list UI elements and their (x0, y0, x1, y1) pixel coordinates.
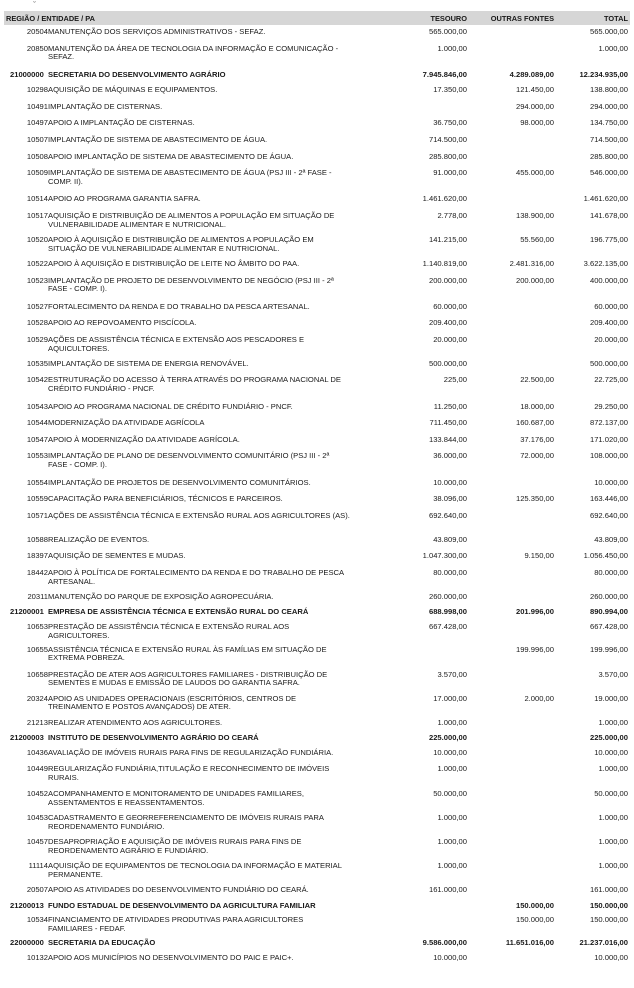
table-row (4, 671, 630, 695)
row-total: 10.000,00 (594, 953, 628, 963)
row-total: 260.000,00 (589, 592, 628, 602)
row-description: ASSISTÊNCIA TÉCNICA E EXTENSÃO RURAL ÀS FAMÍLIAS EM SITUAÇÃO DE EXTREMA POBREZA. (48, 644, 327, 663)
row-total: 10.000,00 (594, 477, 628, 487)
row-code: 10452 (26, 788, 48, 798)
row-total: 150.000,00 (589, 915, 628, 925)
table-row (4, 954, 630, 970)
table-row (4, 646, 630, 671)
row-tesouro: 43.809,00 (433, 534, 467, 544)
entity-row (4, 608, 630, 623)
row-tesouro: 1.000,00 (437, 860, 467, 870)
table-row (4, 916, 630, 939)
row-description: SECRETARIA DA EDUCAÇÃO (48, 937, 156, 947)
row-total: 141.678,00 (589, 210, 628, 220)
row-outras-fontes: 150.000,00 (515, 915, 554, 925)
table-row (4, 765, 630, 790)
row-description: APOIO À AQUISIÇÃO E DISTRIBUIÇÃO DE LEITE NO ÂMBITO DO PAA. (48, 258, 300, 268)
row-description: APOIO IMPLANTAÇÃO DE SISTEMA DE ABASTECIMENTO DE ÁGUA. (48, 151, 294, 161)
table-row (4, 862, 630, 886)
row-tesouro: 714.500,00 (428, 134, 467, 144)
row-outras-fontes: 55.560,00 (520, 234, 554, 244)
row-code: 18397 (26, 551, 48, 561)
row-tesouro: 17.350,00 (433, 85, 467, 95)
row-code: 10453 (26, 812, 48, 822)
row-tesouro: 10.000,00 (433, 747, 467, 757)
row-tesouro: 38.096,00 (433, 494, 467, 504)
row-outras-fontes: 199.996,00 (515, 644, 554, 654)
row-outras-fontes: 72.000,00 (520, 451, 554, 461)
row-tesouro: 10.000,00 (433, 953, 467, 963)
table-row (4, 695, 630, 719)
row-code: 10571 (26, 510, 48, 520)
row-outras-fontes: 138.900,00 (515, 210, 554, 220)
row-total: 21.237.016,00 (579, 937, 628, 947)
row-total: 161.000,00 (589, 884, 628, 894)
row-tesouro: 1.000,00 (437, 836, 467, 846)
row-total: 10.000,00 (594, 747, 628, 757)
row-total: 1.000,00 (598, 43, 628, 53)
table-row (4, 195, 630, 212)
row-total: 294.000,00 (589, 101, 628, 111)
row-description: INSTITUTO DE DESENVOLVIMENTO AGRÁRIO DO CEARÁ (48, 732, 259, 742)
row-description: AQUISIÇÃO DE EQUIPAMENTOS DE TECNOLOGIA DA INFORMAÇÃO E MATERIAL PERMANENTE. (48, 860, 342, 879)
row-total: 692.640,00 (589, 510, 628, 520)
row-code: 21213 (26, 717, 48, 727)
header-tesouro: TESOURO (430, 14, 467, 23)
header-total: TOTAL (604, 14, 628, 23)
row-total: 138.800,00 (589, 85, 628, 95)
row-code: 10457 (26, 836, 48, 846)
row-description: FINANCIAMENTO DE ATIVIDADES PRODUTIVAS PARA AGRICULTORES FAMILIARES - FEDAF. (48, 915, 304, 934)
row-tesouro: 1.000,00 (437, 717, 467, 727)
row-tesouro: 80.000,00 (433, 568, 467, 578)
row-code: 18442 (26, 568, 48, 578)
row-total: 3.622.135,00 (583, 258, 628, 268)
table-row (4, 479, 630, 496)
row-description: IMPLANTAÇÃO DE SISTEMA DE ABASTECIMENTO DE ÁGUA. (48, 134, 268, 144)
table-row (4, 552, 630, 569)
table-row (4, 212, 630, 236)
row-tesouro: 20.000,00 (433, 334, 467, 344)
row-total: 50.000,00 (594, 788, 628, 798)
row-total: 1.000,00 (598, 836, 628, 846)
row-code: 10497 (26, 118, 48, 128)
row-outras-fontes: 150.000,00 (515, 900, 554, 910)
row-description: FUNDO ESTADUAL DE DESENVOLVIMENTO DA AGRICULTURA FAMILIAR (48, 900, 316, 910)
row-total: 171.020,00 (589, 434, 628, 444)
row-total: 12.234.935,00 (579, 69, 628, 79)
table-row (4, 119, 630, 136)
row-tesouro: 260.000,00 (428, 592, 467, 602)
row-outras-fontes: 11.651.016,00 (505, 937, 554, 947)
row-tesouro: 10.000,00 (433, 477, 467, 487)
row-tesouro: 1.000,00 (437, 812, 467, 822)
table-row (4, 814, 630, 838)
table-row (4, 719, 630, 734)
row-description: APOIO À AQUISIÇÃO E DISTRIBUIÇÃO DE ALIMENTOS A POPULAÇÃO EM SITUAÇÃO DE VULNERABILIDADE ALIMENTAR E NUTRICIONAL. (48, 234, 314, 253)
row-code: 10535 (26, 358, 48, 368)
table-row (4, 277, 630, 303)
row-code: 10543 (26, 401, 48, 411)
row-description: CAPACITAÇÃO PARA BENEFICIÁRIOS, TÉCNICOS E PARCEIROS. (48, 494, 283, 504)
row-description: REALIZAÇÃO DE EVENTOS. (48, 534, 150, 544)
row-tesouro: 1.047.300,00 (422, 551, 467, 561)
row-tesouro: 500.000,00 (428, 358, 467, 368)
row-tesouro: 692.640,00 (428, 510, 467, 520)
table-row (4, 45, 630, 71)
row-outras-fontes: 121.450,00 (515, 85, 554, 95)
row-code: 10509 (26, 168, 48, 178)
row-total: 199.996,00 (589, 644, 628, 654)
row-total: 1.000,00 (598, 763, 628, 773)
row-tesouro: 1.140.819,00 (422, 258, 467, 268)
row-total: 134.750,00 (589, 118, 628, 128)
entity-row (4, 71, 630, 86)
row-tesouro: 285.800,00 (428, 151, 467, 161)
row-outras-fontes: 125.350,00 (515, 494, 554, 504)
table-row (4, 336, 630, 360)
table-row (4, 886, 630, 902)
row-description: APOIO AO PROGRAMA NACIONAL DE CRÉDITO FUNDIÁRIO - PNCF. (48, 401, 293, 411)
row-tesouro: 36.750,00 (433, 118, 467, 128)
row-code: 10449 (26, 763, 48, 773)
row-total: 400.000,00 (589, 275, 628, 285)
row-code: 10522 (26, 258, 48, 268)
row-outras-fontes: 9.150,00 (524, 551, 554, 561)
table-row (4, 512, 630, 536)
row-code: 10534 (26, 915, 48, 925)
row-total: 163.446,00 (589, 494, 628, 504)
row-outras-fontes: 18.000,00 (520, 401, 554, 411)
row-code: 21200001 (10, 607, 44, 617)
row-total: 890.994,00 (589, 607, 628, 617)
row-description: CADASTRAMENTO E GEORREFERENCIAMENTO DE IMÓVEIS RURAIS PARA REORDENAMENTO FUNDIÁRIO. (48, 812, 324, 831)
row-description: REGULARIZAÇÃO FUNDIÁRIA,TITULAÇÃO E RECONHECIMENTO DE IMÓVEIS RURAIS. (48, 763, 330, 782)
row-description: AVALIAÇÃO DE IMÓVEIS RURAIS PARA FINS DE REGULARIZAÇÃO FUNDIÁRIA. (48, 747, 334, 757)
table-row (4, 360, 630, 377)
row-description: APOIO AS ATIVIDADES DO DESENVOLVIMENTO FUNDIÁRIO DO CEARÁ. (48, 884, 309, 894)
row-description: ESTRUTURAÇÃO DO ACESSO À TERRA ATRAVÉS DO PROGRAMA NACIONAL DE CRÉDITO FUNDIÁRIO - PNCF. (48, 375, 341, 394)
entity-row (4, 734, 630, 749)
table-row (4, 419, 630, 436)
table-row (4, 28, 630, 45)
row-code: 10547 (26, 434, 48, 444)
row-description: APOIO AO REPOVOAMENTO PISCÍCOLA. (48, 318, 197, 328)
row-code: 20850 (26, 43, 48, 53)
row-code: 20507 (26, 884, 48, 894)
row-tesouro: 7.945.846,00 (422, 69, 467, 79)
table-row (4, 593, 630, 608)
row-tesouro: 161.000,00 (428, 884, 467, 894)
row-total: 19.000,00 (594, 693, 628, 703)
row-code: 10528 (26, 318, 48, 328)
row-tesouro: 3.570,00 (437, 669, 467, 679)
table-row (4, 452, 630, 478)
table-row (4, 569, 630, 593)
table-row (4, 495, 630, 512)
row-description: MANUTENÇÃO DO PARQUE DE EXPOSIÇÃO AGROPECUÁRIA. (48, 592, 274, 602)
row-code: 10298 (26, 85, 48, 95)
table-row (4, 403, 630, 420)
entity-row (4, 902, 630, 917)
row-description: MANUTENÇÃO DA ÁREA DE TECNOLOGIA DA INFORMAÇÃO E COMUNICAÇÃO - SEFAZ. (48, 43, 339, 62)
row-tesouro: 667.428,00 (428, 622, 467, 632)
row-tesouro: 91.000,00 (433, 168, 467, 178)
row-code: 10132 (26, 953, 48, 963)
row-tesouro: 225,00 (443, 375, 467, 385)
row-description: APOIO AO PROGRAMA GARANTIA SAFRA. (48, 194, 201, 204)
row-code: 10658 (26, 669, 48, 679)
row-outras-fontes: 37.176,00 (520, 434, 554, 444)
row-outras-fontes: 98.000,00 (520, 118, 554, 128)
row-description: IMPLANTAÇÃO DE CISTERNAS. (48, 101, 163, 111)
row-description: REALIZAR ATENDIMENTO AOS AGRICULTORES. (48, 717, 223, 727)
row-code: 22000000 (10, 937, 44, 947)
row-total: 667.428,00 (589, 622, 628, 632)
row-total: 872.137,00 (589, 418, 628, 428)
row-code: 10520 (26, 234, 48, 244)
row-outras-fontes: 22.500,00 (520, 375, 554, 385)
row-code: 11114 (28, 860, 48, 870)
row-code: 10544 (26, 418, 48, 428)
row-code: 10653 (26, 622, 48, 632)
row-code: 10514 (26, 194, 48, 204)
table-row (4, 838, 630, 862)
table-row (4, 749, 630, 765)
table-row (4, 376, 630, 402)
table-row (4, 303, 630, 320)
table-row (4, 103, 630, 120)
row-total: 1.000,00 (598, 717, 628, 727)
row-description: APOIO AS UNIDADES OPERACIONAIS (ESCRITÓRIOS, CENTROS DE TREINAMENTO E POSTOS AVANÇADOS) DE ATER. (48, 693, 297, 712)
entity-row (4, 939, 630, 954)
row-code: 20504 (26, 27, 48, 36)
row-tesouro: 60.000,00 (433, 301, 467, 311)
row-code: 10559 (26, 494, 48, 504)
row-total: 500.000,00 (589, 358, 628, 368)
row-code: 21200003 (10, 732, 44, 742)
row-total: 108.000,00 (589, 451, 628, 461)
row-code: 10553 (26, 451, 48, 461)
row-description: AQUISIÇÃO E DISTRIBUIÇÃO DE ALIMENTOS A POPULAÇÃO EM SITUAÇÃO DE VULNERABILIDADE ALIMENTAR E NUTRICIONAL. (48, 210, 335, 229)
top-mark: ˇ (33, 0, 36, 10)
row-tesouro: 1.461.620,00 (422, 194, 467, 204)
row-tesouro: 209.400,00 (428, 318, 467, 328)
row-description: IMPLANTAÇÃO DE SISTEMA DE ABASTECIMENTO DE ÁGUA (PSJ III - 2ª FASE - COMP. II). (48, 168, 332, 186)
table-row (4, 260, 630, 277)
row-total: 3.570,00 (598, 669, 628, 679)
table-row (4, 136, 630, 153)
row-outras-fontes: 4.289.089,00 (509, 69, 554, 79)
table-row (4, 623, 630, 645)
row-description: ACOMPANHAMENTO E MONITORAMENTO DE UNIDADES FAMILIARES, ASSENTAMENTOS E REASSENTAMENTOS. (48, 788, 304, 807)
row-total: 60.000,00 (594, 301, 628, 311)
table-row (4, 319, 630, 336)
row-total: 150.000,00 (589, 900, 628, 910)
row-total: 1.461.620,00 (583, 194, 628, 204)
row-outras-fontes: 201.996,00 (515, 607, 554, 617)
row-code: 10554 (26, 477, 48, 487)
row-total: 1.056.450,00 (583, 551, 628, 561)
row-total: 285.800,00 (589, 151, 628, 161)
row-code: 10529 (26, 334, 48, 344)
row-tesouro: 1.000,00 (437, 43, 467, 53)
row-total: 1.000,00 (598, 812, 628, 822)
row-tesouro: 688.998,00 (428, 607, 467, 617)
row-description: DESAPROPRIAÇÃO E AQUISIÇÃO DE IMÓVEIS RURAIS PARA FINS DE REORDENAMENTO AGRÁRIO E FUNDIÁRIO. (48, 836, 302, 855)
row-outras-fontes: 294.000,00 (515, 101, 554, 111)
row-total: 80.000,00 (594, 568, 628, 578)
row-total: 22.725,00 (594, 375, 628, 385)
row-code: 10507 (26, 134, 48, 144)
row-tesouro: 2.778,00 (437, 210, 467, 220)
table-row (4, 86, 630, 103)
row-outras-fontes: 2.481.316,00 (509, 258, 554, 268)
table-row (4, 790, 630, 814)
row-description: PRESTAÇÃO DE ASSISTÊNCIA TÉCNICA E EXTENSÃO RURAL AOS AGRICULTORES. (48, 622, 290, 640)
row-code: 10436 (26, 747, 48, 757)
row-description: EMPRESA DE ASSISTÊNCIA TÉCNICA E EXTENSÃO RURAL DO CEARÁ (48, 607, 309, 617)
row-total: 225.000,00 (589, 732, 628, 742)
row-total: 714.500,00 (589, 134, 628, 144)
row-code: 10527 (26, 301, 48, 311)
row-description: IMPLANTAÇÃO DE PROJETOS DE DESENVOLVIMENTO COMUNITÁRIOS. (48, 477, 311, 487)
row-code: 21000000 (10, 69, 44, 79)
row-outras-fontes: 200.000,00 (515, 275, 554, 285)
table-row (4, 536, 630, 553)
row-outras-fontes: 2.000,00 (524, 693, 554, 703)
row-code: 20324 (26, 693, 48, 703)
row-code: 10542 (26, 375, 48, 385)
table-body (4, 28, 630, 970)
row-description: APOIO À MODERNIZAÇÃO DA ATIVIDADE AGRÍCOLA. (48, 434, 240, 444)
row-total: 209.400,00 (589, 318, 628, 328)
row-description: AQUISIÇÃO DE SEMENTES E MUDAS. (48, 551, 186, 561)
table-row (4, 153, 630, 170)
row-description: APOIO A IMPLANTAÇÃO DE CISTERNAS. (48, 118, 195, 128)
row-tesouro: 141.215,00 (428, 234, 467, 244)
row-tesouro: 11.250,00 (433, 401, 467, 411)
table-row (4, 169, 630, 195)
row-outras-fontes: 455.000,00 (515, 168, 554, 178)
row-tesouro: 9.586.000,00 (422, 937, 467, 947)
table-row (4, 236, 630, 260)
row-total: 29.250,00 (594, 401, 628, 411)
row-total: 196.775,00 (589, 234, 628, 244)
row-description: IMPLANTAÇÃO DE PROJETO DE DESENVOLVIMENTO DE NEGÓCIO (PSJ III - 2ª FASE - COMP. I). (48, 275, 334, 294)
row-tesouro: 50.000,00 (433, 788, 467, 798)
row-description: SECRETARIA DO DESENVOLVIMENTO AGRÁRIO (48, 69, 226, 79)
row-total: 546.000,00 (589, 168, 628, 178)
row-description: MODERNIZAÇÃO DA ATIVIDADE AGRÍCOLA (48, 418, 205, 428)
row-tesouro: 133.844,00 (428, 434, 467, 444)
row-tesouro: 1.000,00 (437, 763, 467, 773)
row-description: IMPLANTAÇÃO DE SISTEMA DE ENERGIA RENOVÁVEL. (48, 358, 249, 368)
row-total: 1.000,00 (598, 860, 628, 870)
row-code: 21200013 (10, 900, 44, 910)
row-description: IMPLANTAÇÃO DE PLANO DE DESENVOLVIMENTO COMUNITÁRIO (PSJ III - 2ª FASE - COMP. I). (48, 451, 330, 470)
row-description: AÇÕES DE ASSISTÊNCIA TÉCNICA E EXTENSÃO AOS PESCADORES E AQUICULTORES. (48, 334, 305, 353)
row-code: 10491 (26, 101, 48, 111)
row-code: 20311 (27, 592, 48, 602)
row-total: 20.000,00 (594, 334, 628, 344)
table-row (4, 436, 630, 453)
row-tesouro: 225.000,00 (428, 732, 467, 742)
row-outras-fontes: 160.687,00 (515, 418, 554, 428)
row-code: 10517 (26, 210, 48, 220)
row-tesouro: 17.000,00 (433, 693, 467, 703)
row-tesouro: 711.450,00 (429, 418, 467, 428)
header-regiao: REGIÃO / ENTIDADE / PA (6, 14, 95, 23)
row-tesouro: 36.000,00 (433, 451, 467, 461)
row-tesouro: 200.000,00 (428, 275, 467, 285)
row-code: 10508 (26, 151, 48, 161)
row-description: AQUISIÇÃO DE MÁQUINAS E EQUIPAMENTOS. (48, 85, 218, 95)
row-description: APOIO À POLÍTICA DE FORTALECIMENTO DA RENDA E DO TRABALHO DE PESCA ARTESANAL. (48, 568, 344, 586)
row-code: 10655 (26, 644, 48, 654)
row-description: PRESTAÇÃO DE ATER AOS AGRICULTORES FAMILIARES - DISTRIBUIÇÃO DE SEMENTES E MUDAS E EMISSÃO DE LAUDOS DO GARANTIA SAFRA. (48, 669, 328, 688)
row-description: FORTALECIMENTO DA RENDA E DO TRABALHO DA PESCA ARTESANAL. (48, 301, 310, 311)
header-outras-fontes: OUTRAS FONTES (490, 14, 554, 23)
row-tesouro: 565.000,00 (428, 27, 467, 36)
row-total: 565.000,00 (589, 27, 628, 36)
row-description: MANUTENÇÃO DOS SERVIÇOS ADMINISTRATIVOS - SEFAZ. (48, 27, 266, 36)
row-total: 43.809,00 (594, 534, 628, 544)
row-code: 10523 (26, 275, 48, 285)
table-header (4, 11, 630, 25)
row-code: 10588 (26, 534, 48, 544)
row-description: APOIO AOS MUNICÍPIOS NO DESENVOLVIMENTO DO PAIC E PAIC+. (48, 953, 294, 963)
row-description: AÇÕES DE ASSISTÊNCIA TÉCNICA E EXTENSÃO RURAL AOS AGRICULTORES (AS). (48, 510, 350, 520)
